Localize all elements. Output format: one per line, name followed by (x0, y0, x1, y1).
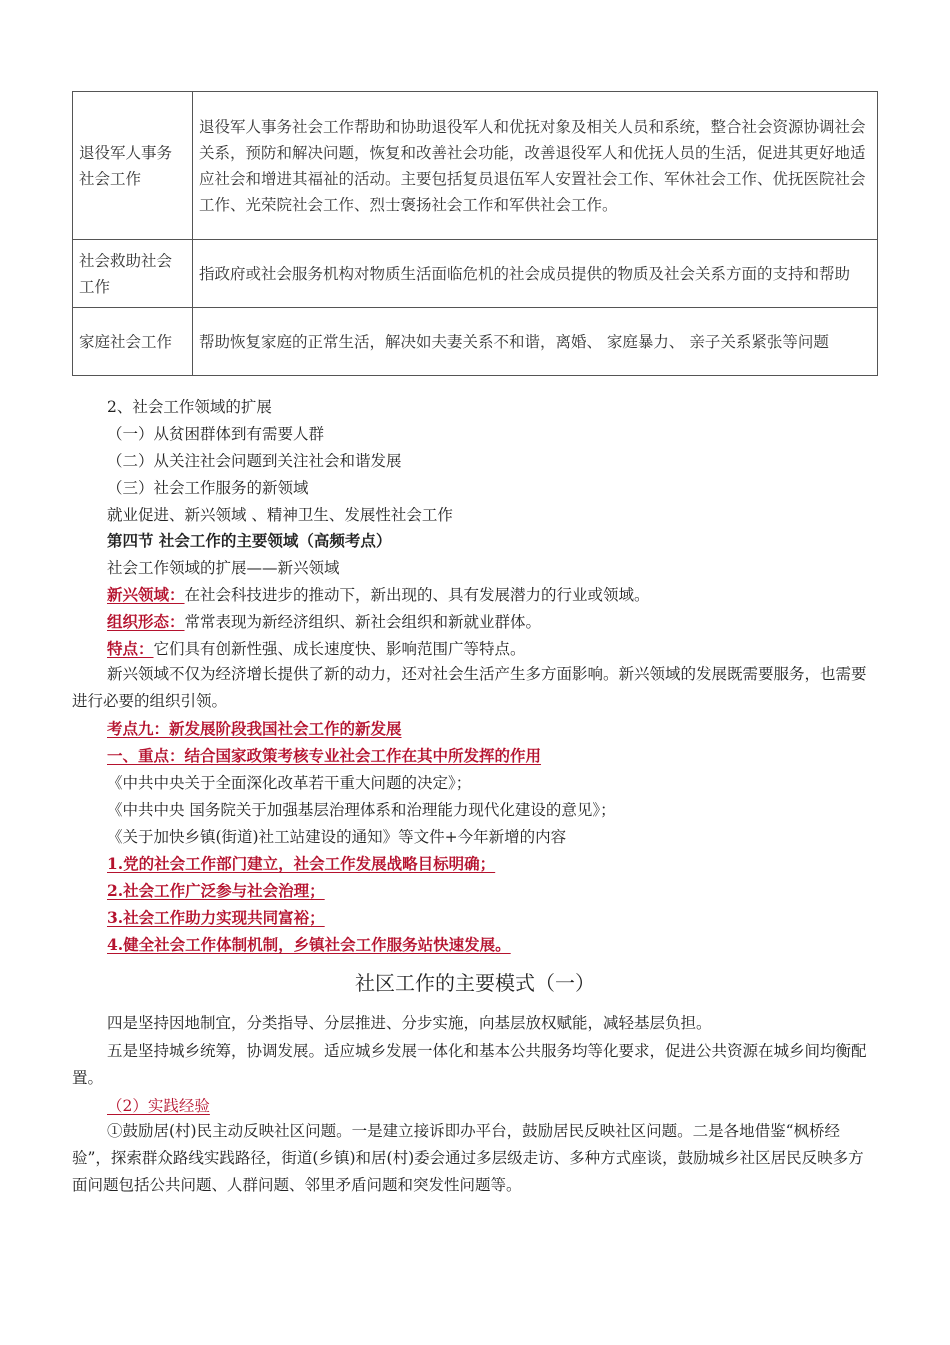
domain-desc-cell: 退役军人事务社会工作帮助和协助退役军人和优抚对象及相关人员和系统，整合社会资源协调社会关系，预防和解决问题，恢复和改善社会功能，改善退役军人和优抚人员的生活，促进其更好地适应社会和增进其福祉的活动。主要包括复员退伍军人安置社会工作、军休社会工作、优抚医院社会工作、光荣院社会工作、烈士褒扬社会工作和军供社会工作。 (193, 92, 878, 240)
expansion-item: （一）从贫困群体到有需要人群 (107, 425, 325, 443)
domain-name-cell: 退役军人事务社会工作 (73, 92, 193, 240)
definition-line (107, 611, 541, 633)
definition-text: 它们具有创新性强、成长速度快、影响范围广等特点。 (153, 640, 526, 658)
table-row (73, 308, 878, 376)
development-item: 2.社会工作广泛参与社会治理； (107, 881, 325, 900)
community-paragraph: ①鼓励居(村)民主动反映社区问题。一是建立接诉即办平台，鼓励居民反映社区问题。二是各地借鉴“枫桥经验”，探索群众路线实践路径，街道(乡镇)和居(村)委会通过多层级走访、多种方式座谈，鼓励城乡社区居民反映多方面问题包括公共问题、人群问题、邻里矛盾问题和突发性问题等。 (72, 1122, 864, 1194)
policy-document: 《中共中央关于全面深化改革若干重大问题的决定》； (107, 774, 472, 792)
social-work-domains-table (72, 91, 878, 376)
point-nine-heading: 考点九：新发展阶段我国社会工作的新发展 (107, 719, 402, 738)
definition-label: 新兴领域： (107, 585, 185, 604)
definition-line (107, 584, 650, 606)
community-paragraph: 五是坚持城乡统筹，协调发展。适应城乡发展一体化和基本公共服务均等化要求，促进公共资源在城乡间均衡配置。 (72, 1042, 867, 1087)
point-nine-focus: 一、重点：结合国家政策考核专业社会工作在其中所发挥的作用 (107, 746, 542, 765)
development-item: 4.健全社会工作体制机制，乡镇社会工作服务站快速发展。 (107, 935, 511, 954)
domain-desc-cell: 指政府或社会服务机构对物质生活面临危机的社会成员提供的物质及社会关系方面的支持和帮助 (193, 240, 878, 308)
development-item: 3.社会工作助力实现共同富裕； (107, 908, 325, 927)
emerging-fields-paragraph: 新兴领域不仅为经济增长提供了新的动力，还对社会生活产生多方面影响。新兴领域的发展既需要服务，也需要进行必要的组织引领。 (72, 665, 867, 710)
table-row (73, 240, 878, 308)
table-row (73, 92, 878, 240)
community-section-title: 社区工作的主要模式（一） (355, 971, 595, 995)
domain-name-cell: 家庭社会工作 (73, 308, 193, 376)
domain-name-cell: 社会救助社会工作 (73, 240, 193, 308)
definition-text: 常常表现为新经济组织、新社会组织和新就业群体。 (184, 613, 542, 631)
expansion-item: （三）社会工作服务的新领域 (107, 479, 309, 497)
definition-label: 组织形态： (107, 612, 185, 631)
expansion-heading: 2、社会工作领域的扩展 (107, 398, 272, 416)
policy-document: 《关于加快乡镇(街道)社工站建设的通知》等文件+今年新增的内容 (107, 828, 567, 846)
practice-subheading: （2）实践经验 (107, 1097, 210, 1115)
expansion-item: （二）从关注社会问题到关注社会和谐发展 (107, 452, 402, 470)
definition-line (107, 638, 526, 660)
definition-text: 在社会科技进步的推动下，新出现的、具有发展潜力的行业或领域。 (184, 586, 650, 604)
new-fields-list: 就业促进、新兴领域 、精神卫生、发展性社会工作 (107, 506, 453, 524)
section-heading: 第四节 社会工作的主要领域（高频考点） (107, 531, 392, 550)
community-paragraph: 四是坚持因地制宜，分类指导、分层推进、分步实施，向基层放权赋能，减轻基层负担。 (107, 1014, 712, 1032)
definition-label: 特点： (107, 639, 154, 658)
domain-desc-cell: 帮助恢复家庭的正常生活，解决如夫妻关系不和谐，离婚、 家庭暴力、 亲子关系紧张等问题 (193, 308, 878, 376)
policy-document: 《中共中央 国务院关于加强基层治理体系和治理能力现代化建设的意见》； (107, 801, 616, 819)
development-item: 1.党的社会工作部门建立，社会工作发展战略目标明确； (107, 854, 496, 873)
section-subheading: 社会工作领域的扩展——新兴领域 (107, 559, 340, 577)
